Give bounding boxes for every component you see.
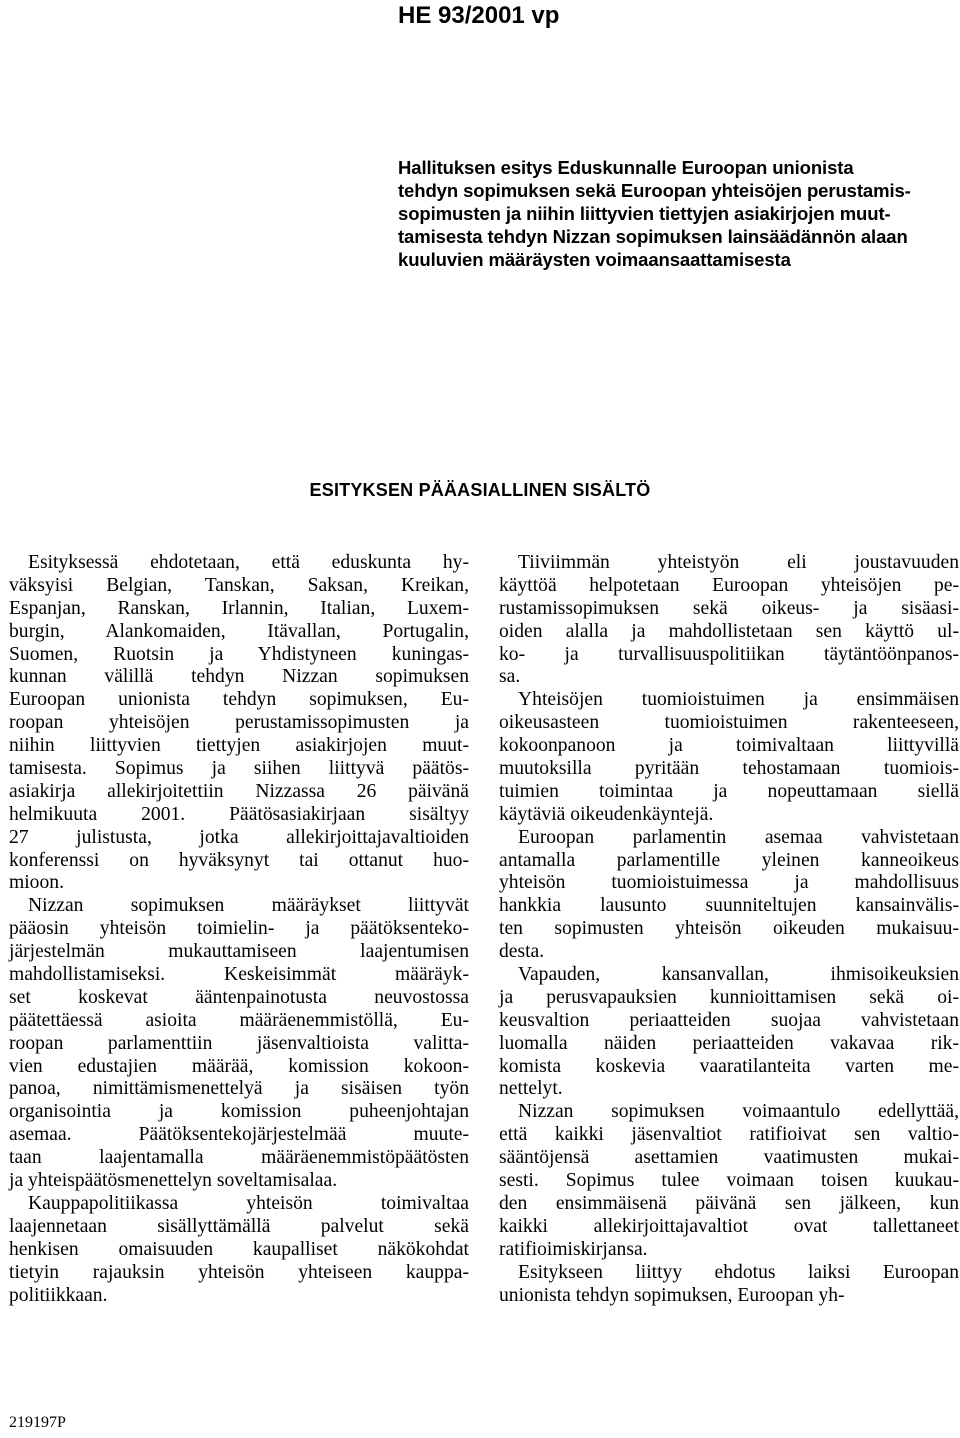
text-line: desta. [499,941,545,963]
text-line: asiakirja allekirjoitettiin Nizzassa 26 päivänä [9,780,469,802]
text-line: Yhteisöjen tuomioistuimen ja ensimmäisen [518,689,959,711]
text-line: Nizzan sopimuksen määräykset liittyvät [28,895,469,917]
paragraph [9,895,469,1193]
text-line: Euroopan unionista tehdyn sopimuksen, Eu- [9,689,469,711]
text-line: oiden alalla ja mahdollistetaan sen käyttö ul- [499,620,959,642]
title-line: Hallituksen esitys Eduskunnalle Euroopan unionista [398,157,854,178]
text-line: taan laajentamalla määräenemmistöpäätösten [9,1147,469,1169]
text-line: Espanjan, Ranskan, Irlannin, Italian, Luxem- [9,597,469,619]
document-title [398,156,960,271]
text-line: Tiiviimmän yhteistyön eli joustavuuden [518,552,959,573]
text-line: tamisesta. Sopimus ja siihen liittyvä päätös- [9,758,469,780]
paragraph [499,827,959,964]
text-line: kokoonpanoon ja toimivaltaan liittyvillä [499,735,959,757]
text-line: Suomen, Ruotsin ja Yhdistyneen kuningas- [9,643,469,665]
text-line: roopan parlamenttiin jäsenvaltioista valitta- [9,1032,469,1054]
paragraph [499,1262,959,1308]
text-line: Esityksessä ehdotetaan, että eduskunta hy- [28,552,469,573]
text-line: keusvaltion periaatteiden suojaa vahvistetaan [499,1009,959,1031]
text-line: ratifioimiskirjansa. [499,1238,648,1260]
text-line: laajennetaan sisällyttämällä palvelut sekä [9,1215,469,1237]
text-line: 27 julistusta, jotka allekirjoittajavaltioiden [9,826,469,848]
text-line: pääosin yhteisön toimielin- ja päätöksenteko- [9,918,469,940]
text-line: Kauppapolitiikassa yhteisön toimivaltaa [28,1192,469,1214]
paragraph [499,552,959,689]
title-line: tehdyn sopimuksen sekä Euroopan yhteisöjen perustamis- [398,180,911,201]
text-line: päätettäessä asioita määräenemmistöllä, Eu- [9,1009,469,1031]
text-line: mahdollistamiseksi. Keskeisimmät määräyk- [9,964,469,986]
text-line: käyttöä helpotetaan Euroopan yhteisöjen pe- [499,574,959,596]
text-line: käytäviä oikeudenkäyntejä. [499,803,714,825]
text-line: henkisen omaisuuden kaupalliset näkökohdat [9,1238,469,1260]
text-line: väksyisi Belgian, Tanskan, Saksan, Kreikan, [9,574,469,596]
text-line: panoa, nimittämismenettelyä ja sisäisen työn [9,1078,469,1100]
text-line: ko- ja turvallisuuspolitiikan täytäntöönpanos- [499,643,959,665]
text-line: ja yhteispäätösmenettelyn soveltamisalaa. [9,1170,338,1192]
text-line: set koskevat ääntenpainotusta neuvostossa [9,986,469,1008]
text-line: niihin liittyvien tiettyjen asiakirjojen muut- [9,735,469,757]
paragraph [499,964,959,1101]
text-line: oikeusasteen tuomioistuimen rakenteeseen, [499,712,959,734]
text-line: kunnan välillä tehdyn Nizzan sopimuksen [9,666,469,688]
title-line: sopimusten ja niihin liittyvien tiettyjen asiakirjojen muut- [398,203,891,224]
text-line: vien edustajien määrää, komission kokoon- [9,1055,469,1077]
left-column [9,552,469,1307]
paragraph [9,552,469,895]
text-line: Euroopan parlamentin asemaa vahvistetaan [518,826,959,848]
paragraph [9,1193,469,1307]
text-line: komista koskevia vaaratilanteita varten me- [499,1055,959,1077]
text-line: nettelyt. [499,1078,563,1100]
text-line: ten sopimusten yhteisön oikeuden mukaisuu- [499,918,959,940]
text-line: yhteisön tuomioistuimessa ja mahdollisuus [499,872,959,894]
text-line: tietyin rajauksin yhteisön yhteiseen kauppa- [9,1261,469,1283]
text-line: den ensimmäisenä päivänä sen jälkeen, kun [499,1192,959,1214]
text-line: mioon. [9,872,64,894]
footer-code: 219197P [9,1414,66,1431]
text-line: Esitykseen liittyy ehdotus laiksi Euroopan [518,1261,959,1283]
text-line: unionista tehdyn sopimuksen, Euroopan yh- [499,1284,845,1306]
text-line: että kaikki jäsenvaltiot ratifioivat sen valtio- [499,1124,959,1146]
text-line: helmikuuta 2001. Päätösasiakirjaan sisältyy [9,803,469,825]
text-line: Nizzan sopimuksen voimaantulo edellyttää, [518,1101,959,1123]
text-line: muutoksilla pyritään tehostamaan tuomiois- [499,758,959,780]
paragraph [499,1101,959,1261]
paragraph [499,689,959,826]
text-line: ja perusvapauksien kunnioittamisen sekä oi- [499,986,959,1008]
text-line: sesti. Sopimus tulee voimaan toisen kuukau- [499,1170,959,1192]
text-line: konferenssi on hyväksynyt tai ottanut huo- [9,849,469,871]
text-line: Vapauden, kansanvallan, ihmisoikeuksien [518,964,959,986]
text-line: asemaa. Päätöksentekojärjestelmää muute- [9,1124,469,1146]
text-line: sa. [499,666,521,688]
text-line: sääntöjensä asettamien vaatimusten mukai- [499,1147,959,1169]
text-line: roopan yhteisöjen perustamissopimusten ja [9,712,469,734]
title-line: tamisesta tehdyn Nizzan sopimuksen lainsäädännön alaan [398,226,908,247]
text-line: antamalla parlamentille yleinen kanneoikeus [499,849,959,871]
text-line: luomalla näiden periaatteiden vakavaa rik- [499,1032,959,1054]
text-line: hankkia lausunto suunniteltujen kansainvälis- [499,895,959,917]
text-line: politiikkaan. [9,1284,108,1306]
right-column [499,552,959,1307]
title-line: kuuluvien määräysten voimaansaattamisesta [398,249,791,270]
text-line: kaikki allekirjoittajavaltiot ovat tallettaneet [499,1215,959,1237]
section-heading: ESITYKSEN PÄÄASIALLINEN SISÄLTÖ [309,480,651,500]
text-line: järjestelmän mukauttamiseen laajentumisen [9,941,469,963]
text-line: burgin, Alankomaiden, Itävallan, Portugalin, [9,620,469,642]
text-line: rustamissopimuksen sekä oikeus- ja sisäasi- [499,597,959,619]
document-id: HE 93/2001 vp [398,2,560,29]
text-line: organisointia ja komission puheenjohtajan [9,1101,469,1123]
text-line: tuimien toimintaa ja nopeuttamaan siellä [499,780,959,802]
